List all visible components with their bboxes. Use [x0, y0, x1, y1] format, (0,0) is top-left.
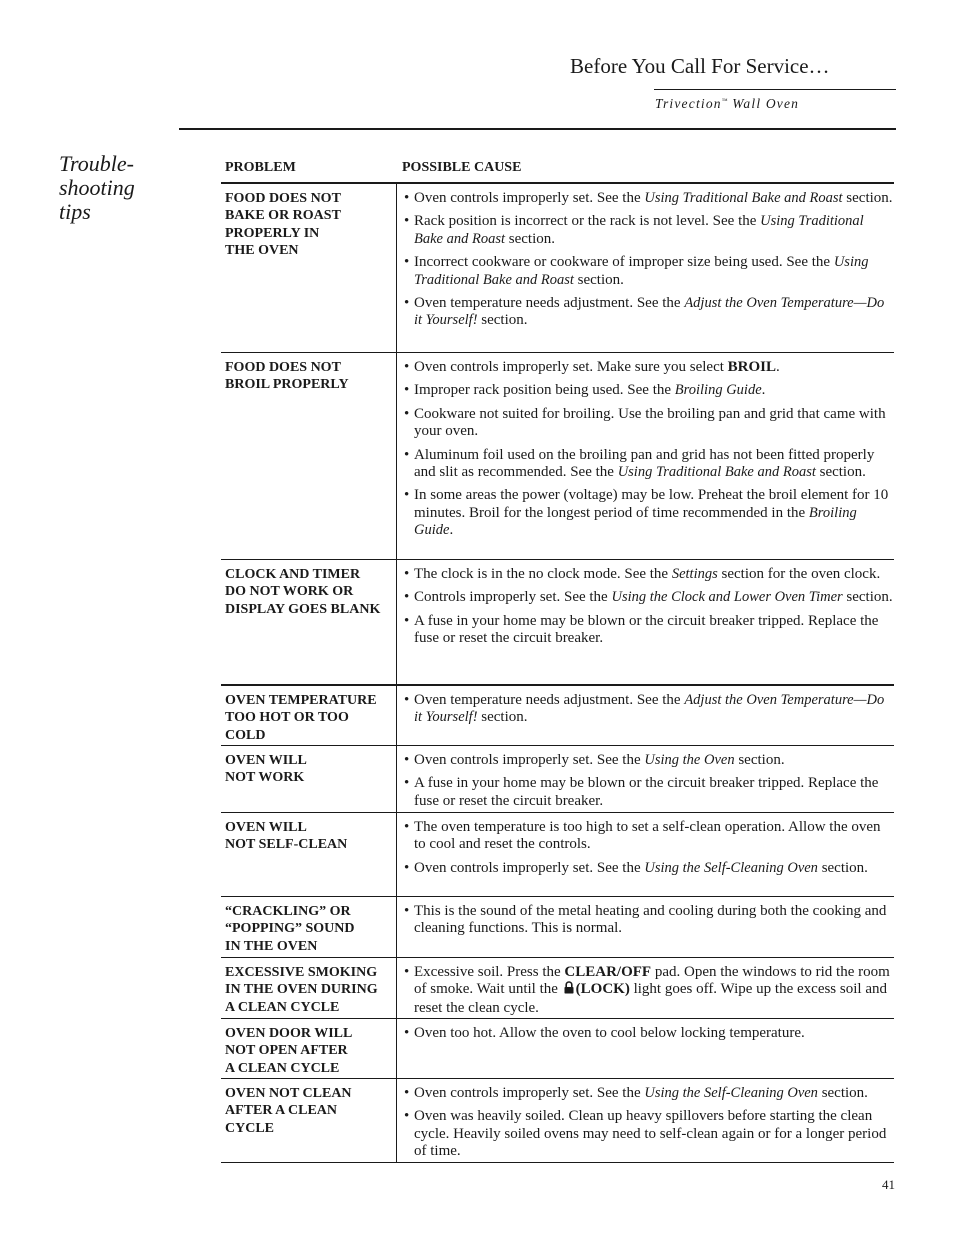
lock-icon	[564, 981, 574, 999]
cause-text: section.	[477, 709, 528, 726]
cause-reference: Using Traditional Bake and Roast	[644, 190, 843, 206]
cause-item	[405, 860, 893, 877]
table-row	[221, 745, 894, 813]
cause-list	[405, 566, 893, 654]
header-divider	[654, 89, 896, 90]
cause-text: .	[449, 522, 454, 539]
problem-label-line: OVEN NOT CLEAN	[225, 1086, 352, 1101]
cause-reference: Adjust the Oven Temperature—Do it Yourself!	[414, 692, 885, 726]
column-divider	[396, 1019, 397, 1079]
cause-text: section.	[815, 464, 866, 481]
cause-text: Controls improperly set. See the	[414, 589, 612, 606]
cause-reference: Using Traditional Bake and Roast	[414, 213, 864, 247]
problem-label	[225, 566, 393, 618]
problem-label-line: NOT SELF-CLEAN	[225, 837, 348, 853]
cause-text: This is the sound of the metal heating and cooling during both the cooking and cleaning functions. This is normal.	[414, 903, 887, 937]
problem-label-line: “CRACKLING” OR	[225, 904, 351, 919]
cause-item	[405, 447, 893, 482]
problem-label-line: FOOD DOES NOT	[225, 360, 341, 375]
cause-item	[405, 692, 893, 727]
cause-text: Oven was heavily soiled. Clean up heavy spillovers before starting the clean cycle. Heavily soiled ovens may need to self-clean again or for a longer period of time.	[414, 1108, 887, 1160]
table-row	[221, 812, 894, 897]
problem-label-line: BROIL PROPERLY	[225, 377, 349, 393]
problem-label-line: BAKE OR ROAST	[225, 208, 341, 224]
cause-text: Excessive soil. Press the	[414, 964, 565, 980]
cause-text: Cookware not suited for broiling. Use the broiling pan and grid that came with your oven.	[414, 405, 886, 440]
column-divider	[396, 813, 397, 897]
column-header-problem: PROBLEM	[225, 160, 296, 175]
problem-label	[225, 190, 393, 260]
side-heading-line: Trouble-	[59, 151, 134, 176]
column-divider	[396, 1079, 397, 1163]
cause-item	[405, 1025, 893, 1042]
column-header-cause: POSSIBLE CAUSE	[402, 160, 522, 175]
cause-item	[405, 213, 893, 248]
cause-list	[405, 1025, 893, 1048]
cause-reference: Broiling Guide	[674, 382, 762, 399]
cause-reference: Using Traditional Bake and Roast	[617, 464, 816, 481]
cause-item	[405, 613, 893, 648]
cause-list	[405, 819, 893, 883]
table-row	[221, 1078, 894, 1163]
table-row	[221, 182, 894, 354]
cause-item	[405, 1108, 893, 1160]
cause-item	[405, 406, 893, 441]
cause-text: Oven controls improperly set. Make sure you select	[414, 359, 728, 375]
cause-item	[405, 589, 893, 606]
cause-text: The clock is in the no clock mode. See the	[414, 566, 672, 582]
problem-label-line: EXCESSIVE SMOKING	[225, 965, 378, 980]
problem-label-line: CYCLE	[225, 1120, 275, 1136]
problem-label-line: “POPPING” SOUND	[225, 921, 355, 937]
problem-label-line: PROPERLY IN	[225, 225, 320, 241]
cause-item	[405, 964, 893, 1017]
table-bottom-rule	[221, 1162, 894, 1163]
problem-label-line: OVEN WILL	[225, 753, 307, 768]
problem-label-line: NOT WORK	[225, 770, 305, 786]
column-divider	[396, 958, 397, 1019]
cause-reference: Settings	[671, 566, 718, 582]
table-row	[221, 957, 894, 1019]
cause-list	[405, 359, 893, 546]
cause-text: section.	[573, 271, 624, 288]
problem-label	[225, 819, 393, 854]
cause-text: Incorrect cookware or cookware of improper size being used. See the	[414, 254, 834, 271]
cause-reference: Adjust the Oven Temperature—Do it Yourself!	[414, 295, 885, 329]
column-divider	[396, 746, 397, 813]
problem-label	[225, 692, 393, 744]
cause-item	[405, 1085, 893, 1102]
cause-reference: Using the Self-Cleaning Oven	[644, 859, 818, 876]
cause-text: Oven controls improperly set. See the	[414, 752, 645, 768]
clear-off-pad-label: CLEAR/OFF	[564, 964, 652, 980]
cause-text: Oven controls improperly set. See the	[414, 859, 645, 876]
problem-label-line: FOOD DOES NOT	[225, 191, 341, 206]
problem-label-line: IN THE OVEN DURING	[225, 982, 378, 998]
cause-item	[405, 359, 893, 376]
cause-text: The oven temperature is too high to set a self-clean operation. Allow the oven to cool and reset the controls.	[414, 819, 881, 853]
cause-list	[405, 1085, 893, 1167]
cause-reference: Using the Clock and Lower Oven Timer	[611, 589, 843, 606]
column-divider	[396, 184, 397, 354]
cause-reference: Broiling Guide	[414, 504, 857, 539]
cause-list	[405, 903, 893, 944]
side-heading-line: shooting	[59, 175, 135, 200]
cause-text: Oven temperature needs adjustment. See the	[414, 692, 685, 708]
cause-text: .	[776, 359, 780, 375]
problem-label-line: OVEN WILL	[225, 820, 307, 835]
problem-label-line: A CLEAN CYCLE	[225, 999, 340, 1015]
cause-text: Oven controls improperly set. See the	[414, 1085, 645, 1101]
cause-text: Improper rack position being used. See the	[414, 382, 675, 399]
cause-text: Oven temperature needs adjustment. See the	[414, 295, 685, 312]
problem-label	[225, 359, 393, 394]
cause-text: section.	[817, 1085, 868, 1101]
problem-label	[225, 903, 393, 955]
cause-text: pad. Open the windows to rid the room of smoke. Wait until the	[414, 964, 890, 998]
page-title: Before You Call For Service…	[570, 54, 830, 78]
cause-text: section.	[734, 752, 785, 768]
column-divider	[396, 686, 397, 747]
cause-item	[405, 254, 893, 289]
problem-label-line: AFTER A CLEAN	[225, 1103, 338, 1119]
page-number: 41	[882, 1177, 895, 1192]
problem-label	[225, 752, 393, 787]
cause-text: Oven controls improperly set. See the	[414, 190, 645, 206]
problem-label	[225, 1025, 393, 1077]
cause-text: .	[761, 382, 766, 399]
cause-text: A fuse in your home may be blown or the circuit breaker tripped. Replace the fuse or reset the circuit breaker.	[414, 612, 879, 647]
cause-text: section.	[842, 589, 893, 606]
problem-label-line: TOO HOT OR TOO	[225, 710, 349, 726]
cause-text: section for the oven clock.	[717, 566, 881, 582]
problem-label-line: IN THE OVEN	[225, 938, 318, 954]
table-row	[221, 896, 894, 958]
problem-label-line: THE OVEN	[225, 243, 299, 259]
cause-item	[405, 190, 893, 207]
cause-reference: Using the Oven	[644, 752, 735, 768]
cause-text: Aluminum foil used on the broiling pan and grid has not been fitted properly and slit as recommended. See the	[414, 446, 875, 481]
cause-text: A fuse in your home may be blown or the circuit breaker tripped. Replace the fuse or reset the circuit breaker.	[414, 775, 879, 809]
cause-text: Rack position is incorrect or the rack is not level. See the	[414, 213, 761, 230]
cause-item	[405, 382, 893, 399]
cause-text: light goes off. Wipe up the excess soil and reset the clean cycle.	[414, 981, 887, 1016]
problem-label-line: A CLEAN CYCLE	[225, 1060, 340, 1076]
cause-text: section.	[505, 230, 556, 247]
table-row	[221, 684, 894, 747]
problem-label-line: OVEN TEMPERATURE	[225, 693, 377, 708]
cause-list	[405, 692, 893, 733]
column-divider	[396, 897, 397, 958]
cause-reference: BROIL	[727, 359, 777, 375]
problem-label-line: CLOCK AND TIMER	[225, 567, 361, 582]
cause-list	[405, 190, 893, 336]
section-divider	[179, 128, 896, 130]
problem-label-line: COLD	[225, 727, 266, 743]
side-heading-line: tips	[59, 199, 91, 224]
problem-label-line: DISPLAY GOES BLANK	[225, 601, 381, 617]
side-heading	[59, 152, 135, 224]
problem-label	[225, 964, 393, 1016]
column-divider	[396, 353, 397, 560]
cause-text: In some areas the power (voltage) may be low. Preheat the broil element for 10 minutes. Broil for the longest period of time recommended in the	[414, 487, 889, 521]
table-row	[221, 352, 894, 560]
problem-label-line: NOT OPEN AFTER	[225, 1043, 348, 1059]
cause-text: section.	[842, 190, 893, 206]
cause-item	[405, 819, 893, 854]
table-row	[221, 1018, 894, 1079]
cause-item	[405, 752, 893, 769]
cause-item	[405, 295, 893, 330]
cause-text: section.	[477, 312, 528, 329]
cause-item	[405, 775, 893, 810]
cause-item	[405, 903, 893, 938]
column-divider	[396, 560, 397, 685]
cause-text: section.	[817, 859, 868, 876]
problem-label	[225, 1085, 393, 1137]
cause-list	[405, 964, 893, 1023]
problem-label-line: OVEN DOOR WILL	[225, 1026, 353, 1041]
product-subtitle: Trivection™ Wall Oven	[655, 96, 800, 111]
table-row	[221, 559, 894, 685]
cause-item	[405, 566, 893, 583]
cause-reference: Using Traditional Bake and Roast	[414, 254, 869, 288]
problem-label-line: DO NOT WORK OR	[225, 584, 354, 600]
cause-list	[405, 752, 893, 816]
lock-label: (LOCK)	[575, 981, 630, 998]
cause-item	[405, 487, 893, 539]
cause-text: Oven too hot. Allow the oven to cool below locking temperature.	[414, 1025, 805, 1041]
cause-reference: Using the Self-Cleaning Oven	[644, 1085, 818, 1101]
